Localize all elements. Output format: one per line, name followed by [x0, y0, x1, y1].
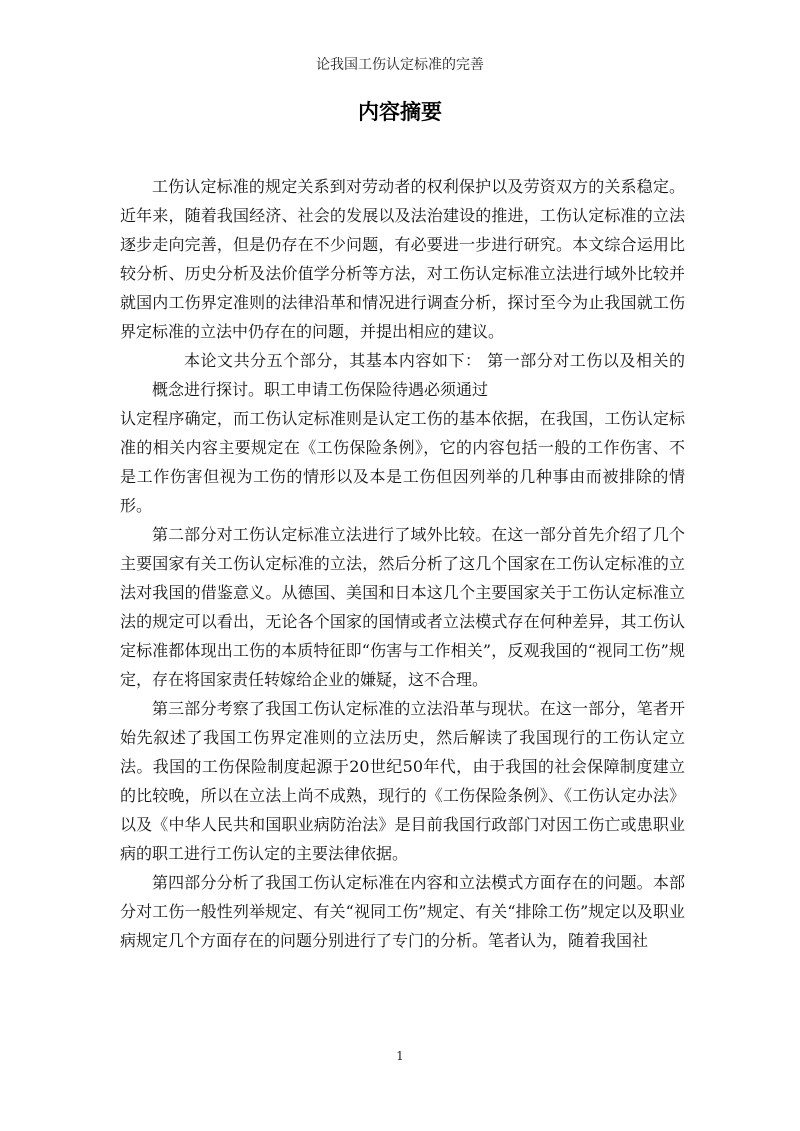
- paragraph-6: 第四部分分析了我国工伤认定标准在内容和立法模式方面存在的问题。本部分对工伤一般性列举规定、有关“视同工伤”规定、有关“排除工伤”规定以及职业病规定几个方面存在的问题分别进行了专门的分析。笔者认为，随着我国社: [120, 873, 685, 950]
- paragraph-2: 本论文共分五个部分，其基本内容如下： 第一部分对工伤以及相关的概念进行探讨。职工申请工伤保险待遇必须通过: [152, 351, 685, 399]
- paragraph-3: 认定程序确定，而工伤认定标准则是认定工伤的基本依据，在我国，工伤认定标准的相关内容主要规定在《工伤保险条例》，它的内容包括一般的工作伤害、不是工作伤害但视为工伤的情形以及本是工伤但因列举的几种事由而被排除的情形。: [120, 409, 685, 515]
- running-header: 论我国工伤认定标准的完善: [316, 57, 484, 73]
- paragraph-5: 第三部分考察了我国工伤认定标准的立法沿革与现状。在这一部分，笔者开始先叙述了我国工伤界定准则的立法历史，然后解读了我国现行的工伤认定立法。我国的工伤保险制度起源于20世纪50年代，由于我国的社会保障制度建立的比较晚，所以在立法上尚不成熟，现行的《工伤保险条例》、《工伤认定办法》以及《中华人民共和国职业病防治法》是目前我国行政部门对因工伤亡或患职业病的职工进行工伤认定的主要法律依据。: [120, 699, 685, 863]
- abstract-title: 内容摘要: [358, 100, 442, 124]
- page-number: 1: [396, 1049, 404, 1063]
- abstract-body: [120, 172, 685, 955]
- paragraph-4: 第二部分对工伤认定标准立法进行了域外比较。在这一部分首先介绍了几个主要国家有关工伤认定标准的立法，然后分析了这几个国家在工伤认定标准的立法对我国的借鉴意义。从德国、美国和日本这几个主要国家关于工伤认定标准立法的规定可以看出，无论各个国家的国情或者立法模式存在何种差异，其工伤认定标准都体现出工伤的本质特征即“伤害与工作相关”，反观我国的“视同工伤”规定，存在将国家责任转嫁给企业的嫌疑，这不合理。: [120, 525, 685, 689]
- paragraph-1: 工伤认定标准的规定关系到对劳动者的权利保护以及劳资双方的关系稳定。近年来，随着我国经济、社会的发展以及法治建设的推进，工伤认定标准的立法逐步走向完善，但是仍存在不少问题，有必要进一步进行研究。本文综合运用比较分析、历史分析及法价值学分析等方法，对工伤认定标准立法进行域外比较并就国内工伤界定准则的法律沿革和情况进行调查分析，探讨至今为止我国就工伤界定标准的立法中仍存在的问题，并提出相应的建议。: [120, 177, 685, 341]
